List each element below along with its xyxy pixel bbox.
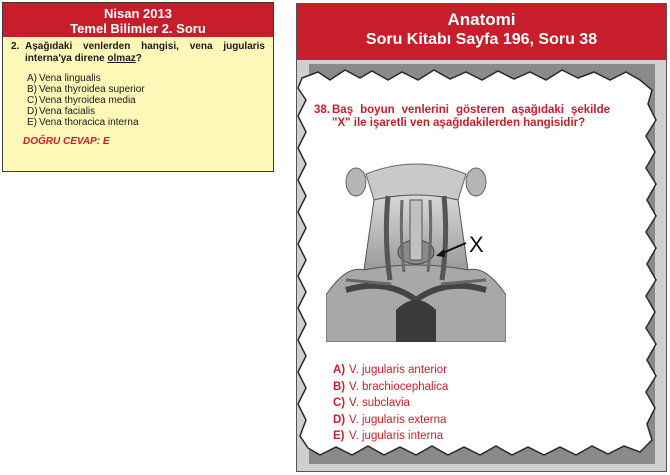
q38-option (333, 379, 448, 396)
option-letter: D) (27, 106, 38, 117)
q38-option (333, 412, 448, 429)
q38-text: Baş boyun venlerini gösteren aşağıdaki şekilde "X" ile işaretli ven aşağıdakilerden hangisidir? (332, 104, 610, 129)
left-header-subject: Temel Bilimler 2. Soru (70, 21, 206, 36)
right-ear-shape (466, 168, 486, 196)
left-question-underlined: olmaz (107, 53, 136, 64)
option-letter: C) (27, 95, 38, 106)
option-letter: E) (27, 117, 37, 128)
option-text: V. subclavia (349, 397, 410, 409)
option-text: V. jugularis externa (349, 413, 447, 426)
left-ear-shape (346, 168, 366, 196)
option-text: Vena thoracica interna (39, 117, 139, 128)
option-text: Vena lingualis (39, 73, 101, 84)
q38-option (333, 395, 448, 412)
option-text: Vena facialis (39, 106, 96, 117)
q38-question (314, 104, 610, 130)
left-question-text-part: Aşağıdaki venlerden hangisi, vena jugularis interna'ya direne (25, 41, 265, 64)
x-marker-label: X (469, 232, 484, 257)
option-letter: A) (333, 364, 346, 376)
option-letter: C) (333, 397, 346, 409)
option-letter: A) (27, 73, 37, 84)
option-text: Vena thyroidea media (39, 95, 136, 106)
option-letter: B) (27, 84, 37, 95)
option-text: V. jugularis interna (349, 430, 444, 442)
left-question-number: 2. (11, 41, 20, 52)
left-header-date: Nisan 2013 (104, 6, 172, 21)
option-text: V. jugularis anterior (349, 364, 448, 376)
option-text: Vena thyroidea superior (39, 84, 145, 95)
q38-area (314, 104, 610, 130)
option-letter: D) (333, 413, 346, 426)
right-panel-title: Anatomi (447, 10, 516, 29)
option-letter: E) (333, 430, 345, 442)
right-panel-subtitle: Soru Kitabı Sayfa 196, Soru 38 (365, 31, 598, 48)
q38-options-list (333, 362, 448, 445)
aortic-arch-shape (396, 300, 436, 342)
trachea-shape (410, 200, 422, 260)
option-letter: B) (333, 380, 346, 393)
q38-number: 38. (314, 104, 330, 116)
option-text: V. brachiocephalica (349, 380, 449, 393)
neck-vein-figure (326, 160, 506, 342)
q38-option (333, 428, 448, 445)
correct-answer: DOĞRU CEVAP: E (23, 136, 110, 147)
left-question-text-end: ? (135, 53, 142, 64)
q38-option (333, 362, 448, 379)
